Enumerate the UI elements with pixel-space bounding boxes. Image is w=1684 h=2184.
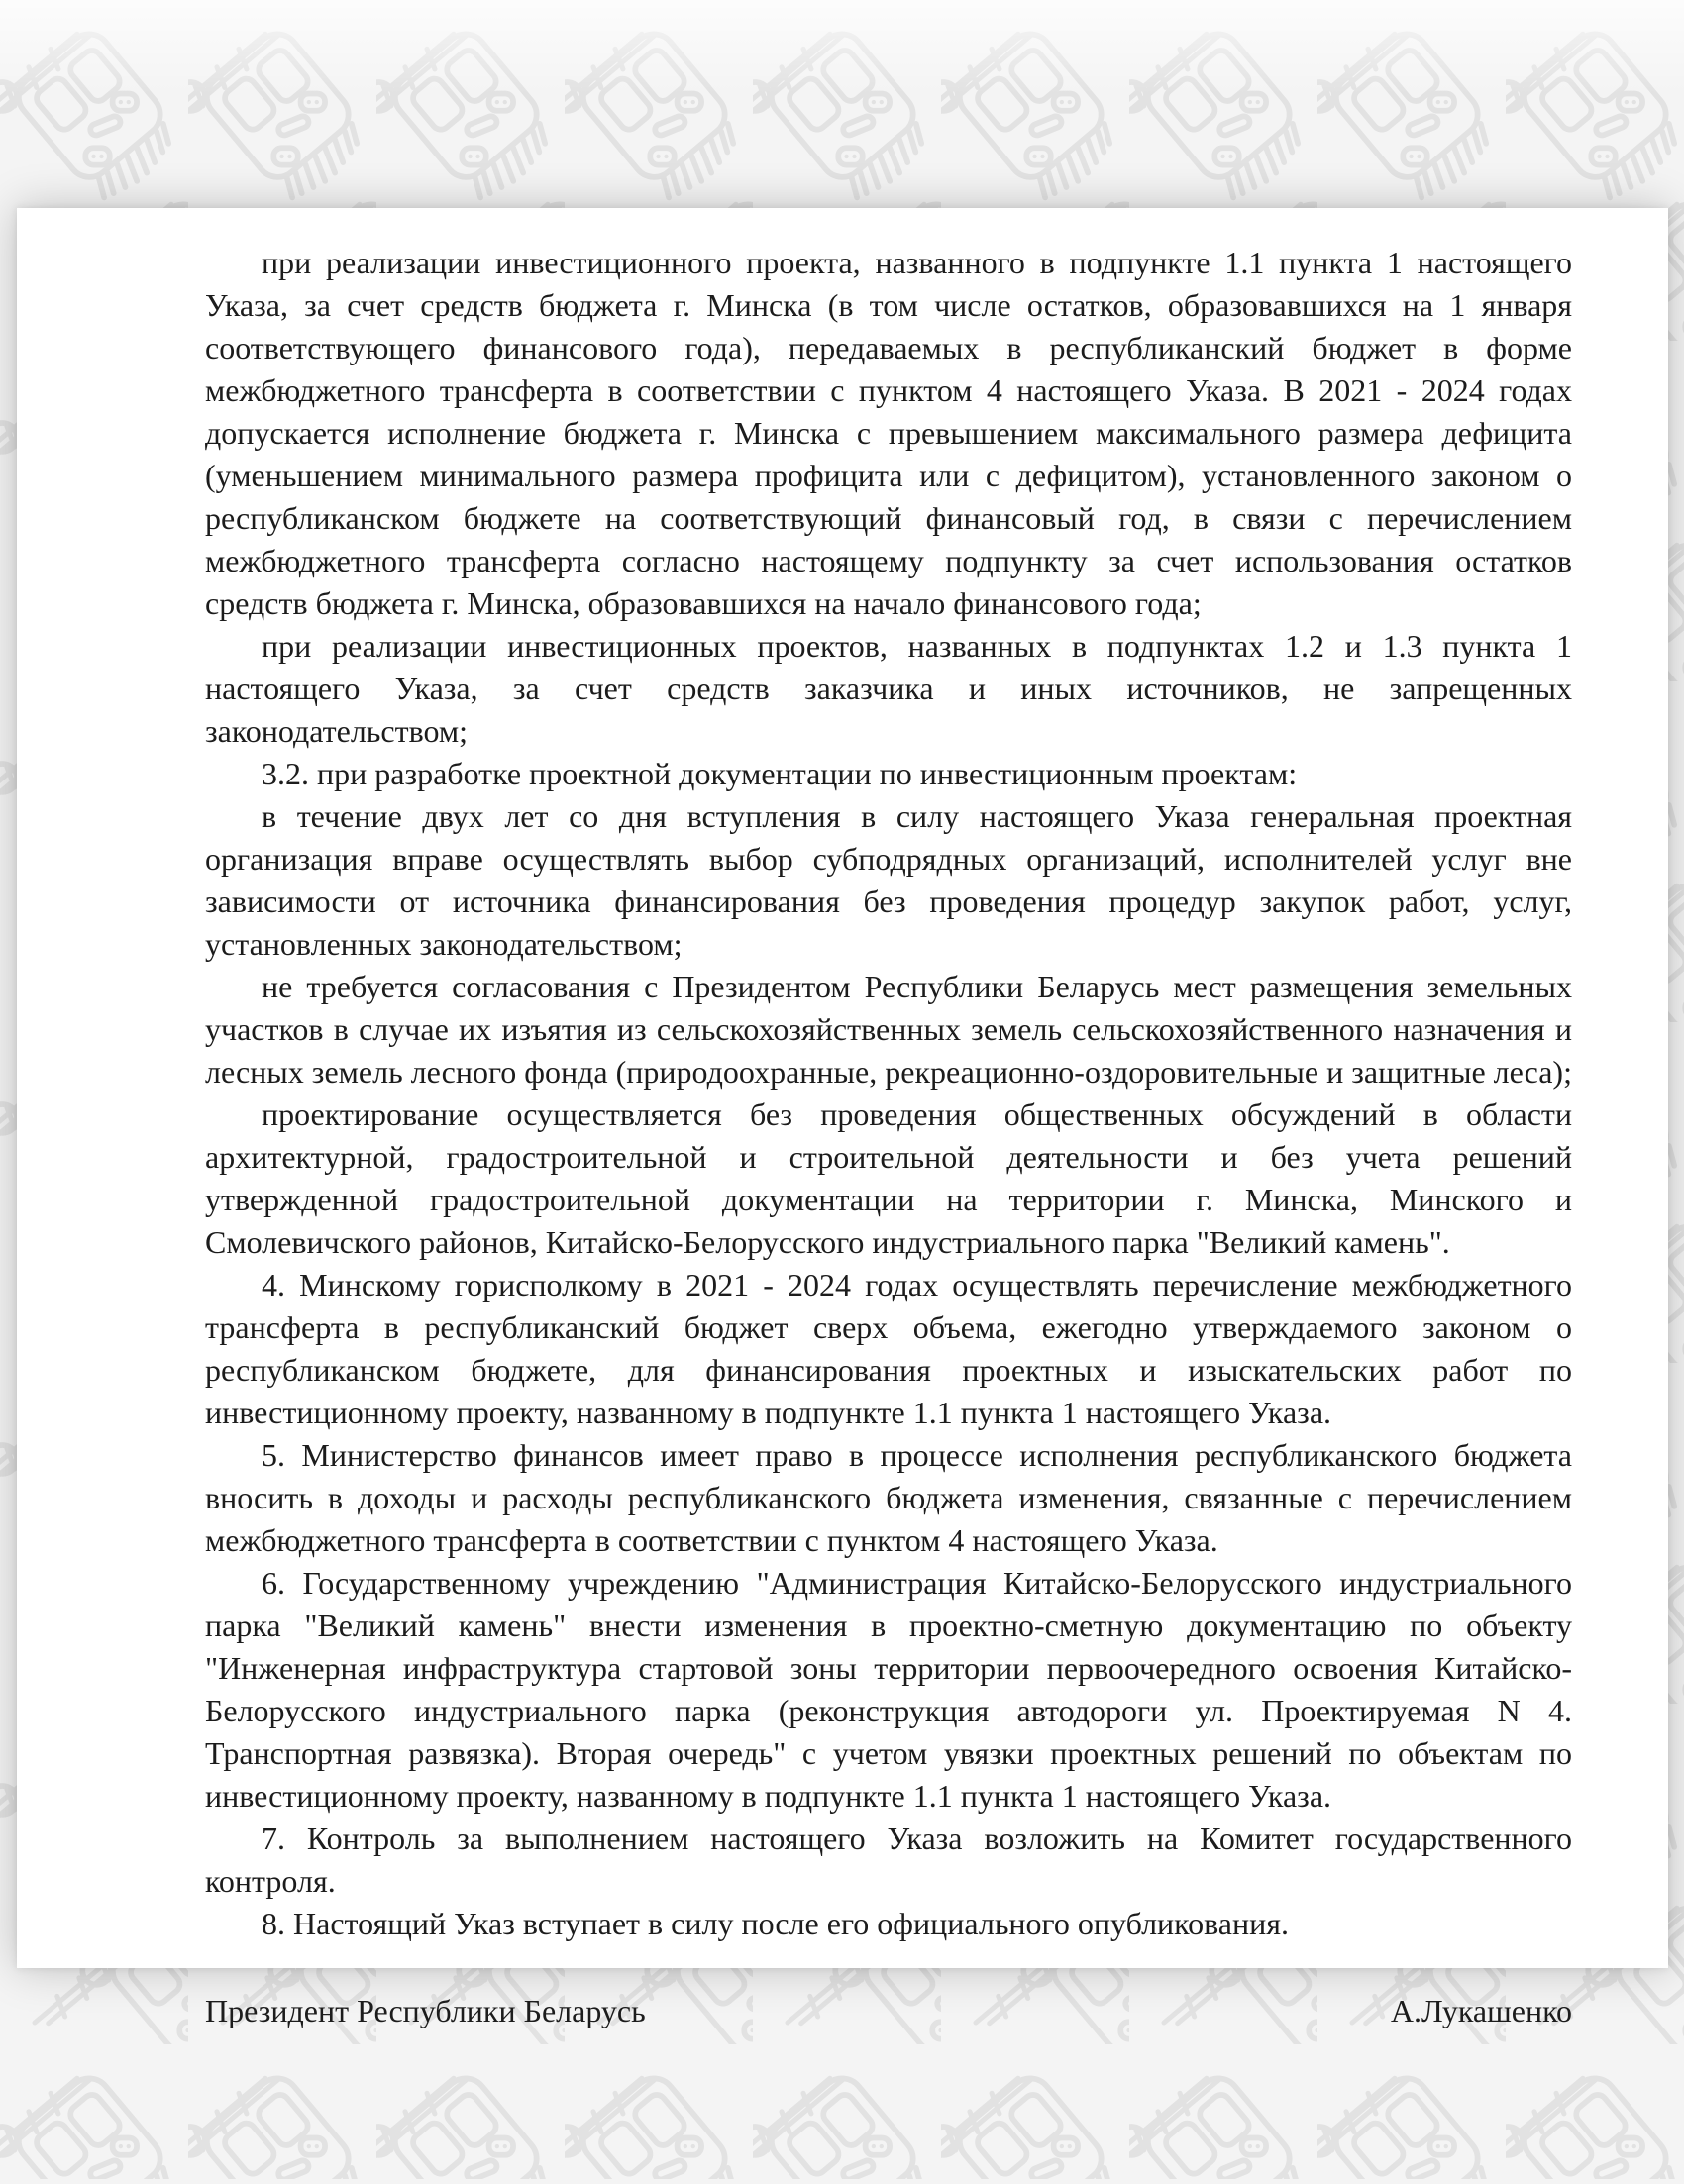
document-paragraph: при реализации инвестиционного проекта, названного в подпункте 1.1 пункта 1 настоящего Указа, за счет средств бюджета г. Минска (в том числе остатков, образовавшихся на 1 января соответствующего финансового года), передаваемых в республиканский бюджет в форме межбюджетного трансферта в соответствии с пунктом 4 настоящего Указа. В 2021 - 2024 годах допускается исполнение бюджета г. Минска с превышением максимального размера дефицита (уменьшением минимального размера профицита или с дефицитом), установленного законом о республиканском бюджете на соответствующий финансовый год, в связи с перечислением межбюджетного трансферта согласно настоящему подпункту за счет использования остатков средств бюджета г. Минска, образовавшихся на начало финансового года; [205,245,1572,621]
document-paragraph: 5. Министерство финансов имеет право в процессе исполнения республиканского бюджета вносить в доходы и расходы республиканского бюджета изменения, связанные с перечислением межбюджетного трансферта в соответствии с пунктом 4 настоящего Указа. [205,1437,1572,1558]
document-paragraph: 6. Государственному учреждению "Администрация Китайско-Белорусского индустриального парка "Великий камень" внести изменения в проектно-сметную документацию по объекту "Инженерная инфраструктура стартовой зоны территории первоочередного освоения Китайско-Белорусского индустриального парка (реконструкция автодороги ул. Проектируемая N 4. Транспортная развязка). Вторая очередь" с учетом увязки проектных решений по объектам по инвестиционному проекту, названному в подпункте 1.1 пункта 1 настоящего Указа. [205,1565,1572,1814]
document-paragraph: 4. Минскому горисполкому в 2021 - 2024 годах осуществлять перечисление межбюджетного трансферта в республиканский бюджет сверх объема, ежегодно утверждаемого законом о республиканском бюджете, для финансирования проектных и изыскательских работ по инвестиционному проекту, названному в подпункте 1.1 пункта 1 настоящего Указа. [205,1267,1572,1430]
signatory-title: Президент Республики Беларусь [205,1993,646,2028]
document-paragraph: 8. Настоящий Указ вступает в силу после его официального опубликования. [262,1906,1289,1941]
document-paragraph: проектирование осуществляется без проведения общественных обсуждений в области архитектурной, градостроительной и строительной деятельности и без учета решений утвержденной градостроительной документации на территории г. Минска, Минского и Смолевичского районов, Китайско-Белорусского индустриального парка "Великий камень". [205,1096,1572,1260]
document-paragraph: 3.2. при разработке проектной документации по инвестиционным проектам: [262,756,1298,791]
document-paragraph: в течение двух лет со дня вступления в силу настоящего Указа генеральная проектная организация вправе осуществлять выбор субподрядных организаций, исполнителей услуг вне зависимости от источника финансирования без проведения процедур закупок работ, услуг, установленных законодательством; [205,798,1572,962]
signatory-name: А.Лукашенко [1390,1993,1572,2028]
document-page [17,208,1668,2028]
document-paragraph: при реализации инвестиционных проектов, названных в подпунктах 1.2 и 1.3 пункта 1 настоящего Указа, за счет средств заказчика и иных источников, не запрещенных законодательством; [205,628,1572,749]
signature-row [205,1990,1572,2032]
document-paragraph: не требуется согласования с Президентом Республики Беларусь мест размещения земельных участков в случае их изъятия из сельскохозяйственных земель сельскохозяйственного назначения и лесных земель лесного фонда (природоохранные, рекреационно-оздоровительные и защитные леса); [205,969,1572,1090]
document-paragraph: 7. Контроль за выполнением настоящего Указа возложить на Комитет государственного контроля. [205,1820,1572,1899]
document-text-block [205,242,1572,2032]
